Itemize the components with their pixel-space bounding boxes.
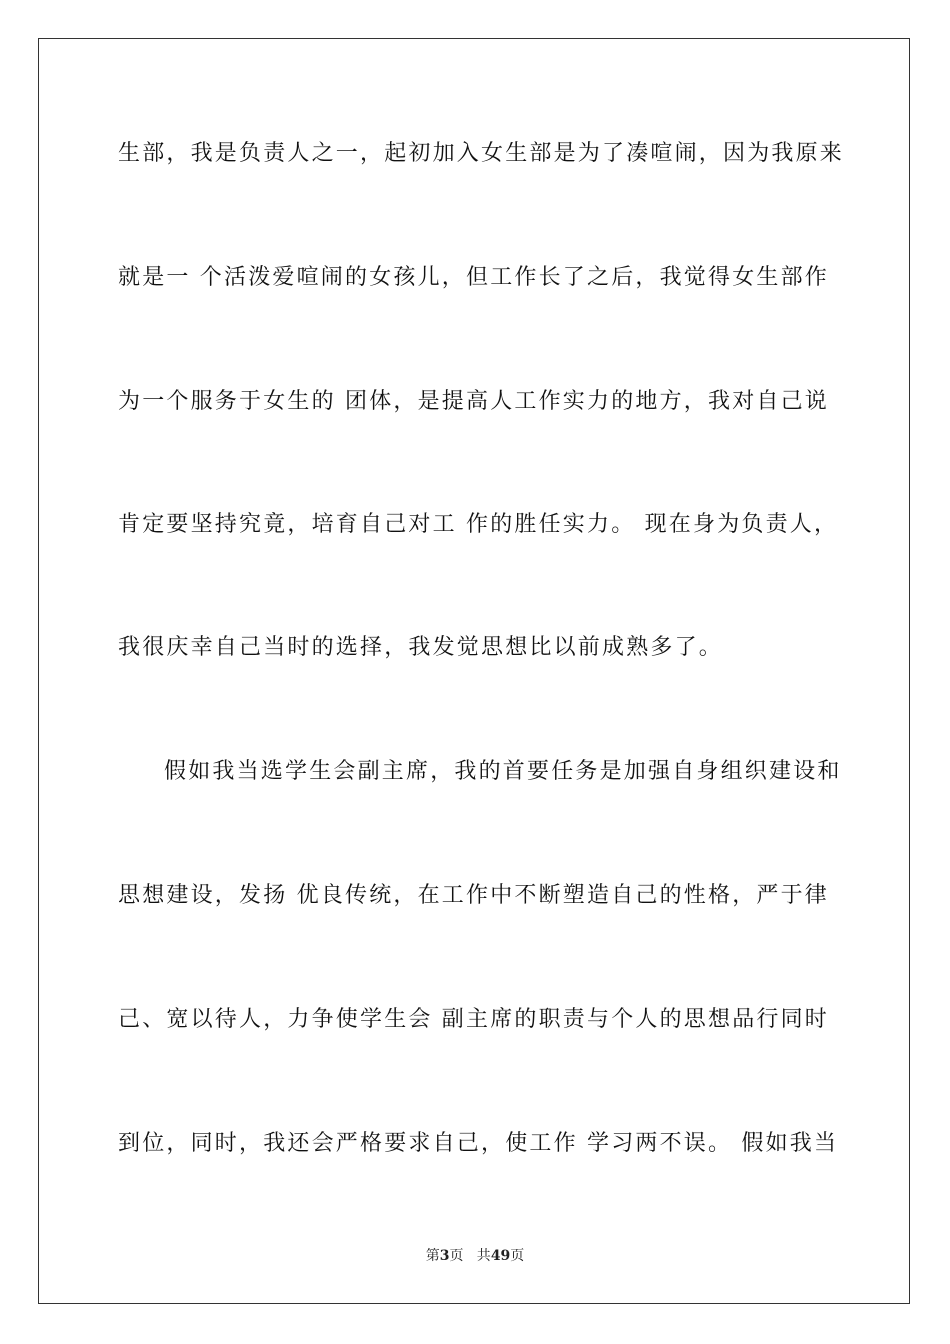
page-footer <box>0 1247 950 1265</box>
footer-middle: 页 共 <box>449 1248 491 1264</box>
footer-page-number: 3 <box>439 1248 450 1264</box>
text-line-1: 生部，我是负责人之一，起初加入女生部是为了凑喧闹，因为我原来 <box>118 141 845 166</box>
text-line-4: 肯定要坚持究竟，培育自己对工 作的胜任实力。 现在身为负责人， <box>118 512 839 537</box>
footer-suffix: 页 <box>510 1248 525 1264</box>
page-border <box>38 38 910 1304</box>
text-line-7: 思想建设，发扬 优良传统，在工作中不断塑造自己的性格，严于律 <box>118 883 829 908</box>
text-line-3: 为一个服务于女生的 团体，是提高人工作实力的地方，我对自己说 <box>118 389 829 414</box>
footer-prefix: 第 <box>425 1248 440 1264</box>
text-line-9: 到位，同时，我还会严格要求自己，使工作 学习两不误。 假如我当 <box>118 1131 839 1156</box>
footer-total-pages: 49 <box>490 1248 511 1264</box>
text-line-6-paragraph-start: 假如我当选学生会副主席，我的首要任务是加强自身组织建设和 <box>164 759 842 784</box>
text-line-5: 我很庆幸自己当时的选择，我发觉思想比以前成熟多了。 <box>118 635 724 660</box>
text-line-2: 就是一 个活泼爱喧闹的女孩儿，但工作长了之后，我觉得女生部作 <box>118 265 829 290</box>
text-line-8: 己、宽以待人，力争使学生会 副主席的职责与个人的思想品行同时 <box>118 1007 829 1032</box>
